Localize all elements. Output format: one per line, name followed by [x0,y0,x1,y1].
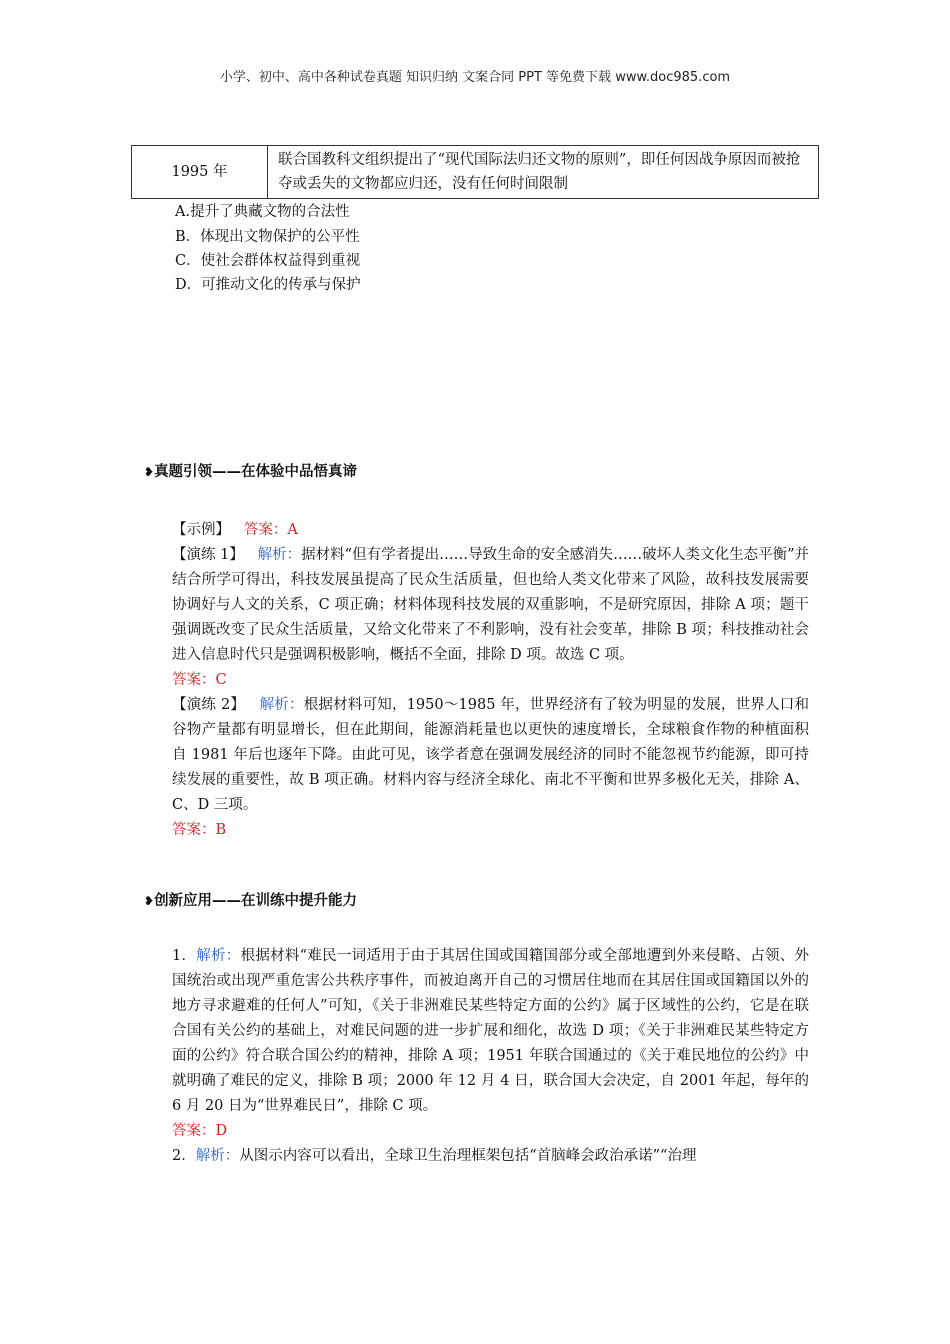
q2-label: 解析： [195,1148,240,1164]
drill1-tag: 【演练 1】 [172,547,244,563]
option-d: D．可推动文化的传承与保护 [175,277,361,293]
q1-number: 1． [172,948,197,964]
section-1-title: 真题引领——在体验中品悟真谛 [154,464,358,480]
drill2-paragraph [144,693,809,818]
option-a: A.提升了典藏文物的合法性 [175,204,350,220]
option-b: B．体现出文物保护的公平性 [175,229,360,245]
drill1-text: 据材料“但有学者提出……导致生命的安全感消失……破坏人类文化生态平衡”并结合所学可得出，科技发展虽提高了民众生活质量，但也给人类文化带来了风险，故科技发展需要协调好与人文的关系，C 项正确；材料体现科技发展的双重影响，不是研究原因，排除 A 项；题干强调既改变了民众生活质量，又给文化带来了不利影响，没有社会变革，排除 B 项；科技推动社会进入信息时代只是强调积极影响，概括不全面，排除 D 项。故选 C 项。 [172,547,809,663]
q2-paragraph [144,1144,809,1169]
table-year-cell: 1995 年 [132,146,268,199]
drill1-label: 解析： [257,547,302,563]
answers-block-1 [144,518,809,843]
question-table [131,145,819,199]
option-c: C．使社会群体权益得到重视 [175,253,361,269]
section-heading-2 [144,889,357,910]
drill2-text: 根据材料可知，1950～1985 年，世界经济有了较为明显的发展，世界人口和谷物产量都有明显增长，但在此期间，能源消耗量也以更快的速度增长，全球粮食作物的种植面积自 1981 年后也逐年下降。由此可见，该学者意在强调发展经济的同时不能忽视节约能源，即可持续发展的重要性，故 B 项正确。材料内容与经济全球化、南北不平衡和世界多极化无关，排除 A、C、D 三项。 [172,697,809,813]
drill2-label: 解析： [259,697,304,713]
drill1-answer: 答案：C [172,672,227,688]
drill2-tag: 【演练 2】 [172,697,246,713]
answers-block-2 [144,944,809,1169]
q2-text: 从图示内容可以看出，全球卫生治理框架包括“首脑峰会政治承诺”“治理 [239,1148,697,1164]
page-header: 小学、初中、高中各种试卷真题 知识归纳 文案合同 PPT 等免费下载 www.doc985.com [219,70,731,85]
q1-answer: 答案：D [172,1123,228,1139]
q1-label: 解析： [196,948,241,964]
bullet-icon: ❥ [144,894,155,908]
drill1-paragraph [144,543,809,668]
section-heading-1 [144,460,357,481]
q1-paragraph [144,944,809,1119]
bullet-icon: ❥ [144,465,155,479]
table-content-cell: 联合国教科文组织提出了“现代国际法归还文物的原则”，即任何因战争原因而被抢夺或丢失的文物都应归还，没有任何时间限制 [268,146,819,199]
example-line [144,518,809,543]
example-tag: 【示例】 [172,522,230,538]
example-answer: 答案：A [243,522,298,538]
drill2-answer: 答案：B [172,822,227,838]
section-2-title: 创新应用——在训练中提升能力 [154,893,358,909]
q2-number: 2． [172,1148,196,1164]
q1-text: 根据材料“难民一词适用于由于其居住国或国籍国部分或全部地遭到外来侵略、占领、外国统治或出现严重危害公共秩序事件，而被迫离开自己的习惯居住地而在其居住国或国籍国以外的地方寻求避难的任何人”可知，《关于非洲难民某些特定方面的公约》属于区域性的公约，它是在联合国有关公约的基础上，对难民问题的进一步扩展和细化，故选 D 项；《关于非洲难民某些特定方面的公约》符合联合国公约的精神，排除 A 项；1951 年联合国通过的《关于难民地位的公约》中就明确了难民的定义，排除 B 项；2000 年 12 月 4 日，联合国大会决定，自 2001 年起，每年的 6 月 20 日为“世界难民日”，排除 C 项。 [172,948,809,1114]
